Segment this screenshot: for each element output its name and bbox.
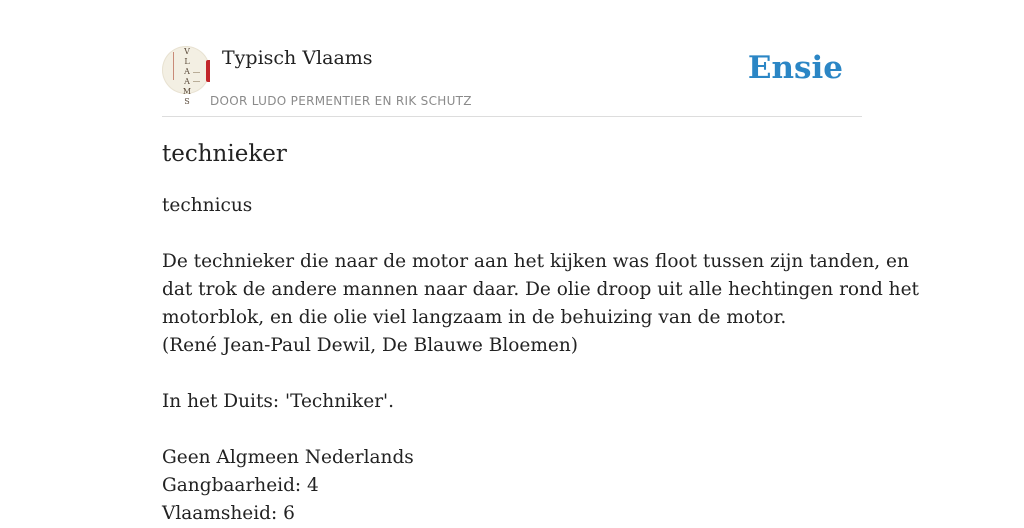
entry-flemishness: Vlaamsheid: 6 [162,503,295,524]
entry-content [162,138,919,528]
entry-frequency: Gangbaarheid: 4 [162,475,319,496]
entry-note: In het Duits: 'Techniker'. [162,391,394,412]
entry-synonym: technicus [162,195,253,216]
avatar-decoration [173,52,174,80]
dictionary-avatar[interactable] [162,46,210,106]
example-source: (René Jean-Paul Dewil, De Blauwe Bloemen) [162,335,578,356]
site-header [162,46,862,117]
avatar-decoration [206,60,210,82]
dictionary-authors: DOOR LUDO PERMENTIER EN RIK SCHUTZ [210,94,472,108]
entry-classification: Geen Algmeen Nederlands [162,447,414,468]
paragraph-gap [162,360,862,388]
brand-logo-link[interactable]: Ensie [747,50,843,86]
paragraph-gap [162,220,862,248]
example-line: motorblok, en die olie viel langzaam in de behuizing van de motor. [162,307,787,328]
avatar-decoration [193,72,200,82]
paragraph-gap [162,416,862,444]
entry-term: technieker [162,141,287,167]
dictionary-title[interactable]: Typisch Vlaams [222,47,373,69]
example-line: De technieker die naar de motor aan het kijken was floot tussen zijn tanden, en [162,251,909,272]
avatar-letters: V L A A M S [182,47,192,106]
entry-definition [162,192,919,528]
example-line: dat trok de andere mannen naar daar. De olie droop uit alle hechtingen rond het [162,279,919,300]
